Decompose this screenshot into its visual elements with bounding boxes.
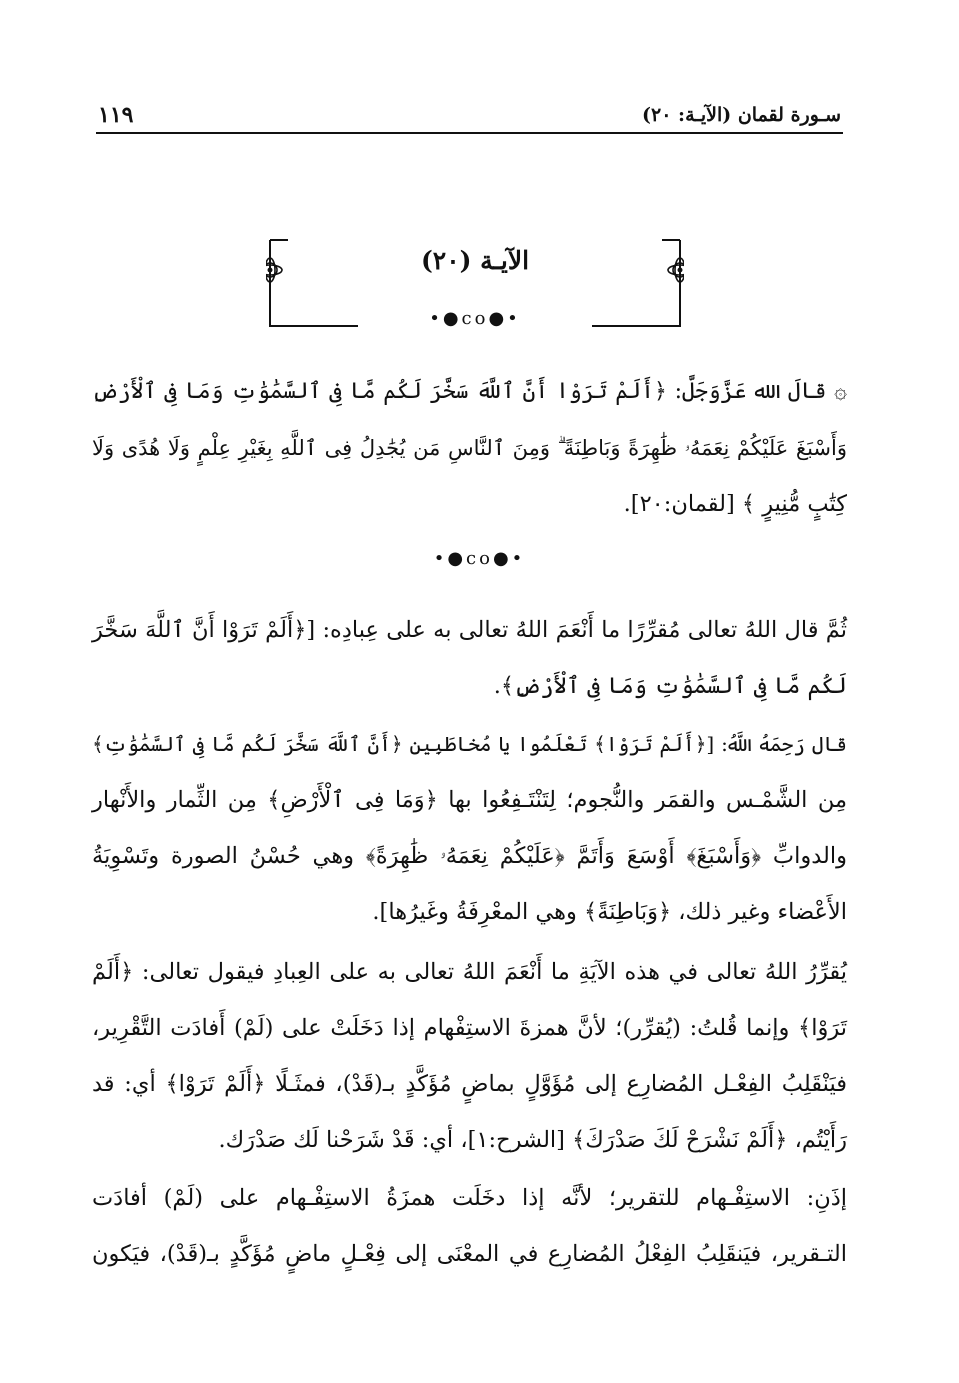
section-frame [266,238,684,328]
chapter-title: سـورة لقمان (الآيـة: ٢٠) [642,104,841,126]
page-number: ١١٩ [98,102,134,128]
text-line: التـقرير، فيَنقَلِبُ الفِعْلُ المُضارِع في المعْنَى إلى فِعْـلٍ ماضٍ مُؤَكَّدٍ بـ(قَدْ)، فيَكون [92,1241,847,1267]
paragraph [92,944,847,1168]
text-line: الأَعْضاء وغير ذلك، ﴿وَبَاطِنَةً﴾ وهي المعْرِفَةُ وغَيرُها]. [372,899,847,925]
divider-ornament: •●co●• [433,548,526,569]
ayah-line: كِتَٰبٍ مُّنِيرٍ ﴾ [لقمان:٢٠]. [623,491,847,517]
ayah-line: ۞ قالَ الله عَزَّوَجَلَّ: ﴿أَلَمْ تَرَوْا أَنَّ ٱللَّهَ سَخَّرَ لَكُم مَّا فِى ٱلسَّمَٰوَٰتِ وَمَا فِى ٱلْأَرْضِ [92,379,847,404]
text-line: قال رَحِمَهُ اللَّهُ: [﴿أَلَمْ تَرَوْا﴾ تَعْلَمُوا يا مُخاطَبِين ﴿أَنَّ ٱللَّهَ سَخَّرَ لَكُم مَّا فِى ٱلسَّمَٰوَٰتِ﴾ [92,732,847,756]
text-line: والدوابِّ ﴿وَأَسْبَغَ﴾ أَوْسَعَ وَأَتَمَّ ﴿عَلَيْكُمْ نِعَمَهُۥ ظَٰهِرَةً﴾ وهي حُسْنُ الصورة وتَسْوِيَةُ [92,843,847,869]
text-line: رَأَيْتُم، ﴿أَلَمْ نَشْرَحْ لَكَ صَدْرَكَ﴾ [الشرح:١]، أي: قَدْ شَرَحْنا لَك صَدْرَك. [218,1127,847,1153]
running-header [98,100,841,130]
text-line: لَكُم مَّا فِى ٱلسَّمَٰوَٰتِ وَمَا فِى ٱلْأَرْضِ﴾. [493,673,847,699]
paragraph [92,716,847,940]
paragraph [92,1170,847,1282]
text-line: ثُمَّ قال اللهُ تعالى مُقرِّرًا ما أَنْعَمَ اللهُ تعالى به على عِبادِه: [﴿أَلَمْ تَرَوْا أَنَّ ٱللَّهَ سَخَّرَ [92,617,847,643]
paragraph [92,602,847,714]
text-line: فيَنْقَلِبُ الفِعْـل المُضارِع إلى مُؤَوَّلٍ بماضٍ مُؤَكَّدٍ بـ(قَدْ)، فمثَـلًا ﴿أَلَمْ تَرَوْا﴾ أي: قد [92,1071,847,1097]
ayah-line: وَأَسْبَغَ عَلَيْكُمْ نِعَمَهُۥ ظَٰهِرَةً وَبَاطِنَةً ۗ وَمِنَ ٱلنَّاسِ مَن يُجَٰدِلُ فِى ٱللَّهِ بِغَيْرِ عِلْمٍ وَلَا هُدًى وَلَا [92,436,847,460]
text-line: مِن الشَّمْـس والقمَر والنُّجوم؛ لِتَنْتَـفِعُوا بها ﴿وَمَا فِى ٱلْأَرْضِ﴾ مِن الثِّمار والأَنْهار [92,787,847,813]
text-line: يُقرِّرُ اللهُ تعالى في هذه الآيَةِ ما أَنْعَمَ اللهُ تعالى به على العِبادِ فيقول تعالى: ﴿أَلَمْ [92,959,847,985]
header-rule [96,132,843,134]
ayah-block [92,364,847,532]
section-ornament: •●co●• [429,308,521,329]
text-line: إذَنِ: الاستِفْـهام للتقرير؛ لأنَّه إذا دخَلَت همزَةُ الاستِفْـهام على (لَمْ) أفادَت [92,1185,847,1211]
text-line: تَرَوْا﴾ وإنما قُلتُ: (يُقرِّر)؛ لأنَّ همزةَ الاستِفْهام إذا دَخَلَتْ على (لَمْ) أَفادَت التَّقْرِير، [92,1015,847,1041]
section-title: الآيـة (٢٠) [420,246,530,275]
